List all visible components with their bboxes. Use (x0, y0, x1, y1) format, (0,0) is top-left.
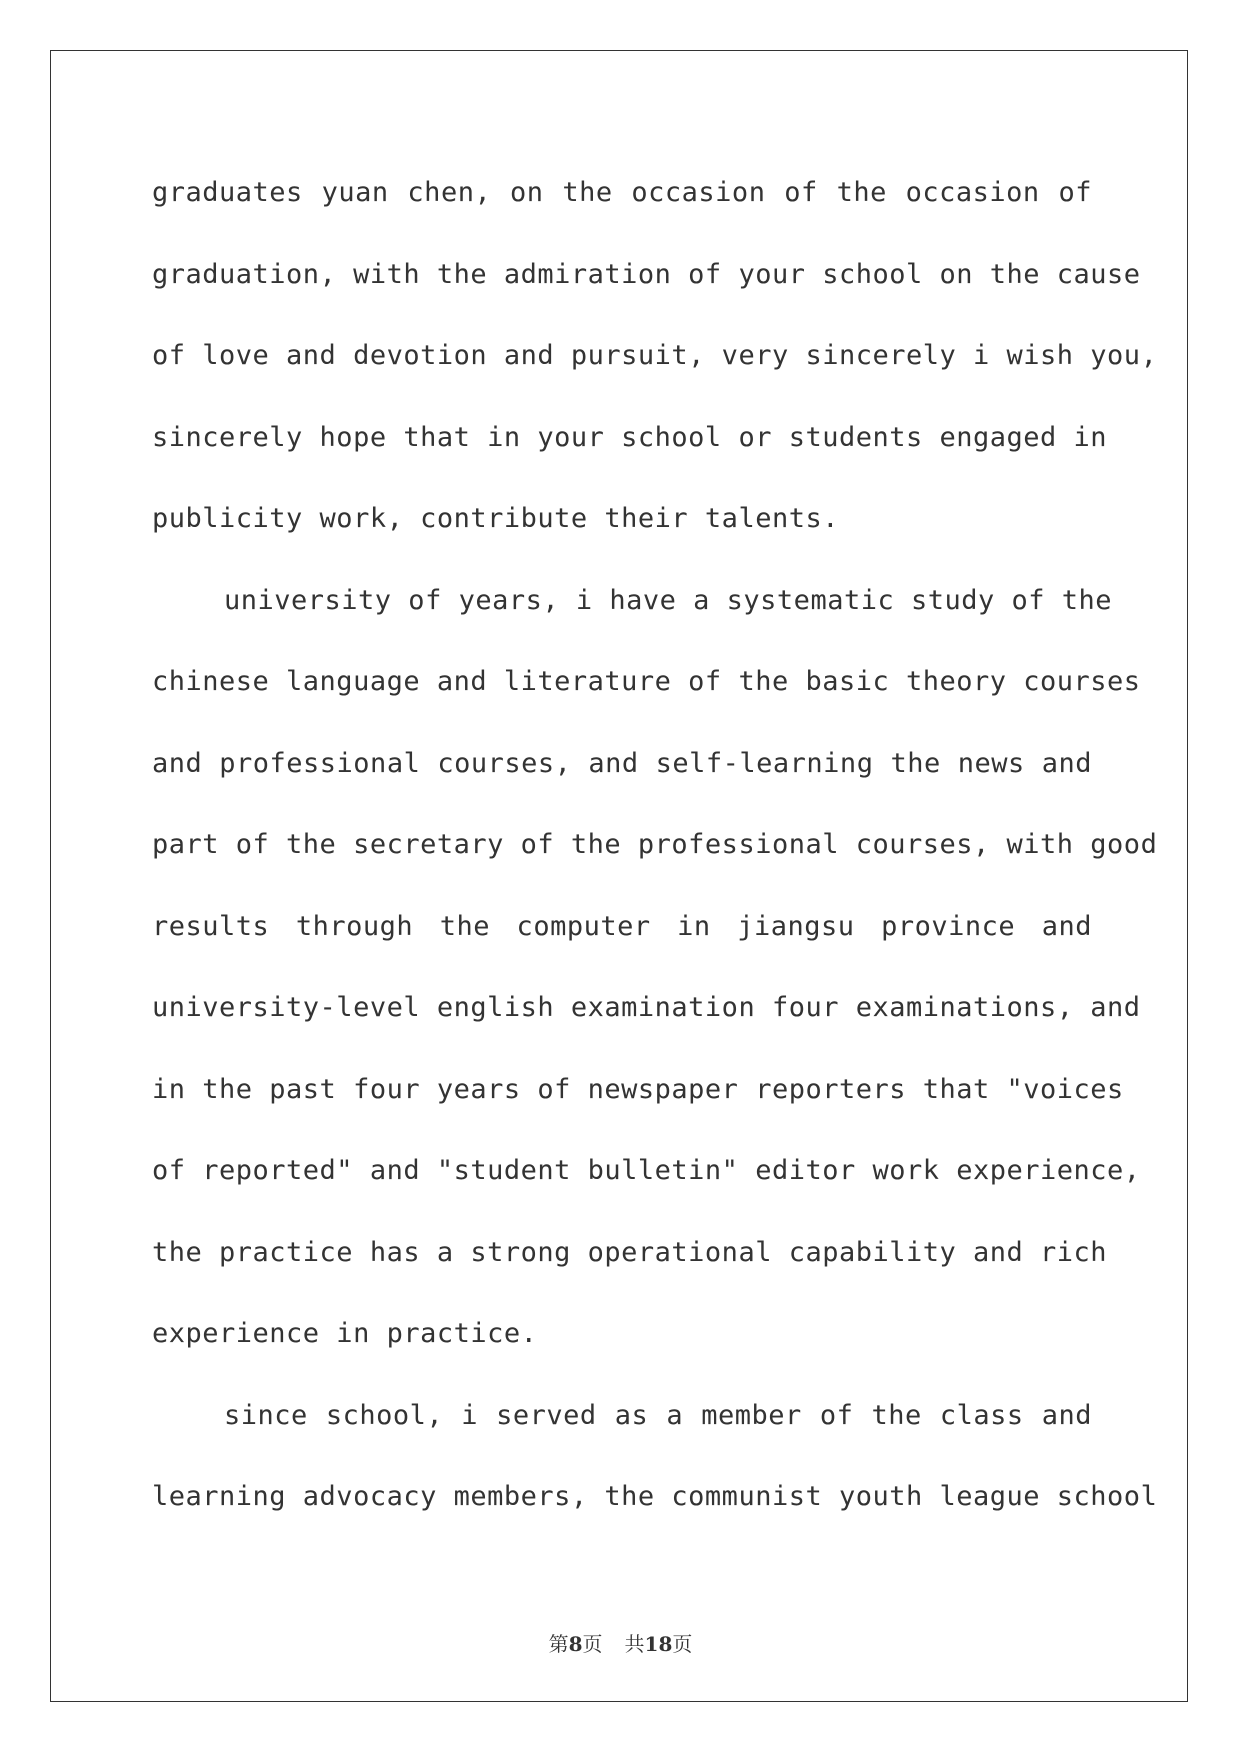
text-line: graduates yuan chen, on the occasion of the occasion of (152, 177, 1092, 208)
page-footer (0, 1628, 1241, 1657)
text-line: experience in practice. (152, 1318, 538, 1349)
page-suffix: 页 (582, 1632, 603, 1656)
text-line: publicity work, contribute their talents. (152, 503, 839, 534)
text-line: of love and devotion and pursuit, very sincerely i wish you, (152, 340, 1158, 371)
page-number: 8 (568, 1632, 583, 1656)
text-line: chinese language and literature of the basic theory courses (152, 666, 1141, 697)
page-prefix: 第 (548, 1632, 569, 1656)
text-line: part of the secretary of the professional courses, with good (152, 829, 1158, 860)
total-suffix: 页 (672, 1632, 693, 1656)
text-line: learning advocacy members, the communist youth league school (152, 1481, 1158, 1512)
text-line: and professional courses, and self-learning the news and (152, 747, 1092, 779)
total-pages: 18 (644, 1632, 673, 1656)
text-line: university-level english examination four examinations, and (152, 992, 1141, 1023)
text-line: sincerely hope that in your school or students engaged in (152, 421, 1108, 453)
text-line: since school, i served as a member of the class and (224, 1399, 1092, 1431)
total-prefix: 共 (624, 1632, 645, 1656)
text-line: university of years, i have a systematic study of the (224, 584, 1113, 616)
text-line: of reported" and "student bulletin" editor work experience, (152, 1155, 1141, 1186)
text-line: graduation, with the admiration of your school on the cause (152, 258, 1141, 290)
text-line: in the past four years of newspaper reporters that "voices (152, 1073, 1124, 1105)
document-body (152, 152, 1158, 1538)
text-line: results through the computer in jiangsu province and (152, 910, 1092, 942)
text-line: the practice has a strong operational capability and rich (152, 1236, 1108, 1268)
